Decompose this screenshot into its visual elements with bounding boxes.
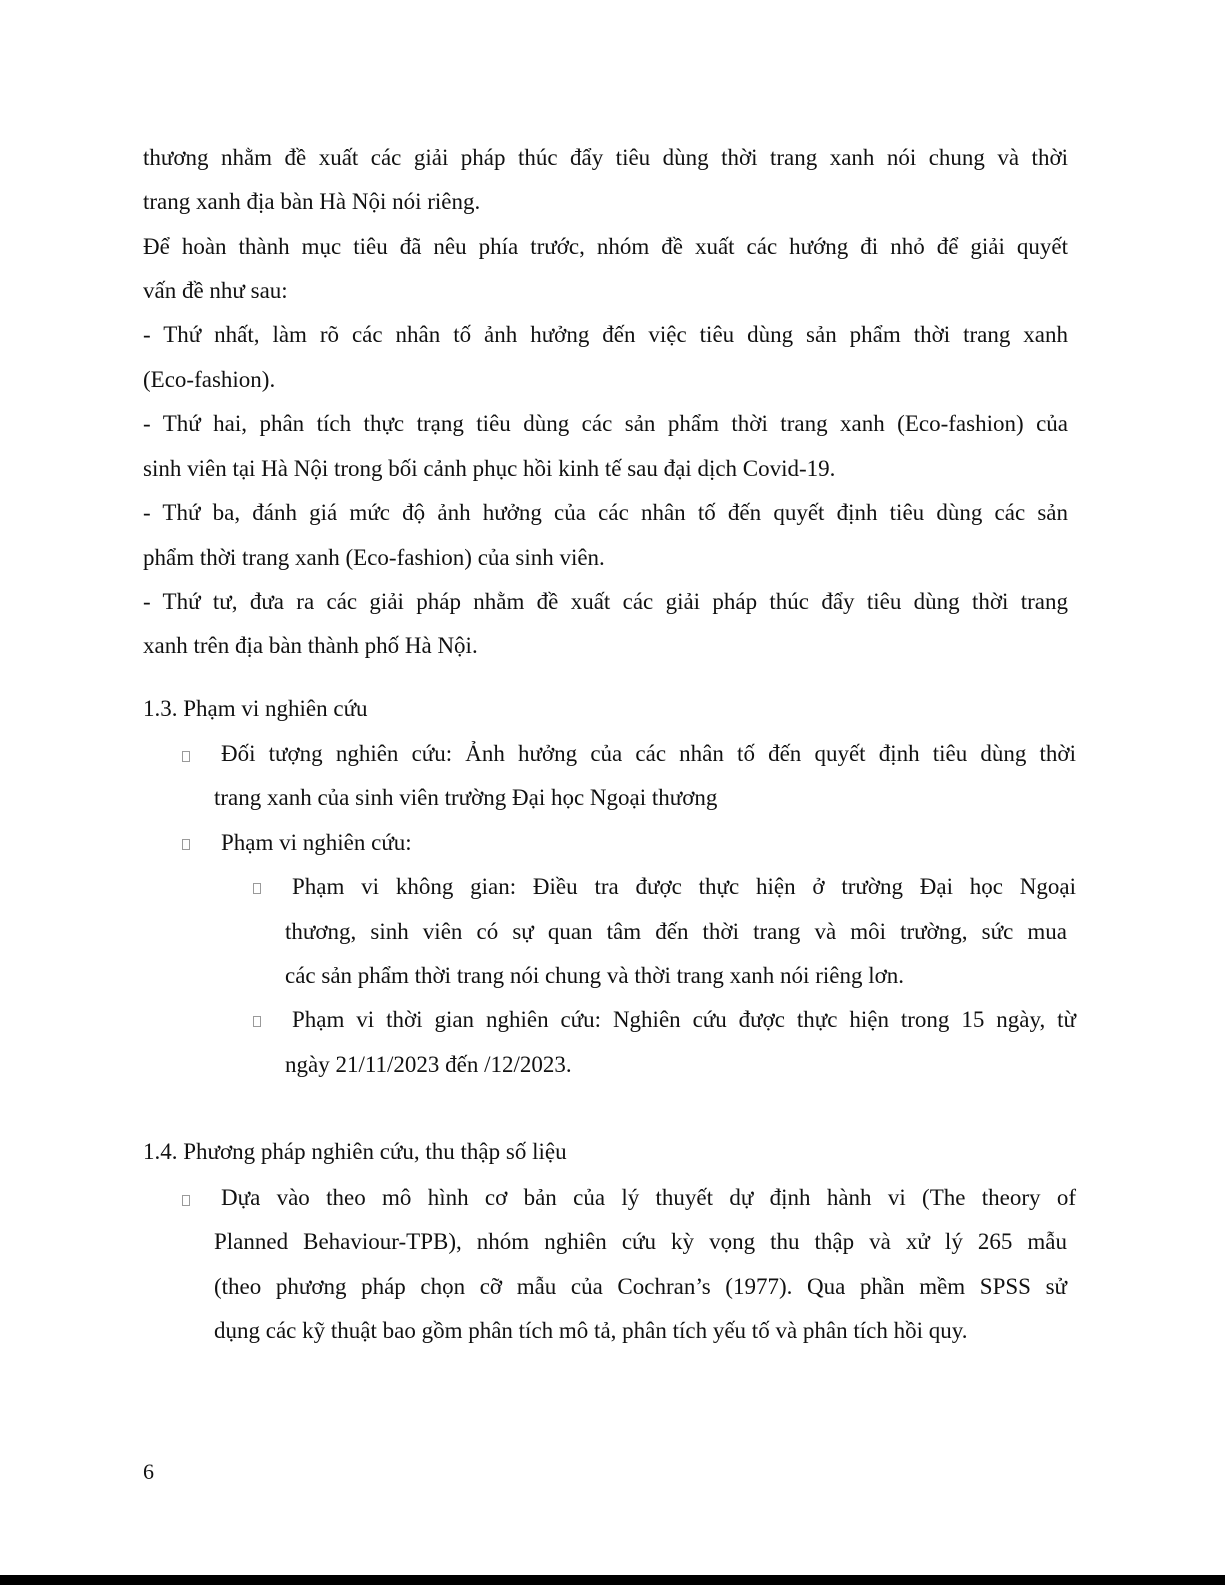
intro-line-1: thương nhằm đề xuất các giải pháp thúc đẩy tiêu dùng thời trang xanh nói chung và thời <box>143 145 1068 170</box>
method-line-1: Dựa vào theo mô hình cơ bản của lý thuyết dự định hành vi (The theory of <box>221 1185 1076 1210</box>
objective-2-line-2: sinh viên tại Hà Nội trong bối cảnh phục hồi kinh tế sau đại dịch Covid-19. <box>143 456 836 481</box>
section-heading-1-3: 1.3. Phạm vi nghiên cứu <box>143 696 368 721</box>
objective-1-line-1: - Thứ nhất, làm rõ các nhân tố ảnh hưởng đến việc tiêu dùng sản phẩm thời trang xanh <box>143 322 1068 347</box>
goal-line-2: vấn đề như sau: <box>143 278 288 303</box>
intro-line-2: trang xanh địa bàn Hà Nội nói riêng. <box>143 189 481 214</box>
subject-line-1: Đối tượng nghiên cứu: Ảnh hưởng của các nhân tố đến quyết định tiêu dùng thời <box>221 741 1076 766</box>
bullet-square-icon <box>182 1195 190 1206</box>
section-heading-1-4: 1.4. Phương pháp nghiên cứu, thu thập số liệu <box>143 1139 567 1164</box>
time-scope-line-1: Phạm vi thời gian nghiên cứu: Nghiên cứu được thực hiện trong 15 ngày, từ <box>292 1007 1076 1032</box>
objective-2-line-1: - Thứ hai, phân tích thực trạng tiêu dùng các sản phẩm thời trang xanh (Eco-fashion) của <box>143 411 1068 436</box>
time-scope-line-2: ngày 21/11/2023 đến /12/2023. <box>285 1052 572 1077</box>
goal-line-1: Để hoàn thành mục tiêu đã nêu phía trước, nhóm đề xuất các hướng đi nhỏ để giải quyết <box>143 234 1068 259</box>
space-scope-line-3: các sản phẩm thời trang nói chung và thời trang xanh nói riêng lơn. <box>285 963 905 988</box>
method-line-4: dụng các kỹ thuật bao gồm phân tích mô tả, phân tích yếu tố và phân tích hồi quy. <box>214 1318 968 1343</box>
objective-4-line-2: xanh trên địa bàn thành phố Hà Nội. <box>143 633 478 658</box>
bullet-square-icon <box>182 751 190 762</box>
objective-4-line-1: - Thứ tư, đưa ra các giải pháp nhằm đề xuất các giải pháp thúc đẩy tiêu dùng thời trang <box>143 589 1068 614</box>
method-line-2: Planned Behaviour-TPB), nhóm nghiên cứu kỳ vọng thu thập và xử lý 265 mẫu <box>214 1229 1067 1254</box>
page-number: 6 <box>143 1459 154 1484</box>
space-scope-line-2: thương, sinh viên có sự quan tâm đến thời trang và môi trường, sức mua <box>285 919 1067 944</box>
objective-3-line-1: - Thứ ba, đánh giá mức độ ảnh hưởng của các nhân tố đến quyết định tiêu dùng các sản <box>143 500 1068 525</box>
scope-label: Phạm vi nghiên cứu: <box>221 830 412 855</box>
bullet-square-icon <box>182 839 190 850</box>
space-scope-line-1: Phạm vi không gian: Điều tra được thực hiện ở trường Đại học Ngoại <box>292 874 1076 899</box>
page-bottom-border <box>0 1575 1225 1585</box>
bullet-square-icon <box>253 883 261 894</box>
bullet-square-icon <box>253 1016 261 1027</box>
subject-line-2: trang xanh của sinh viên trường Đại học Ngoại thương <box>214 785 718 810</box>
method-line-3: (theo phương pháp chọn cỡ mẫu của Cochran’s (1977). Qua phần mềm SPSS sử <box>214 1274 1067 1299</box>
objective-1-line-2: (Eco-fashion). <box>143 367 276 392</box>
objective-3-line-2: phẩm thời trang xanh (Eco-fashion) của sinh viên. <box>143 545 605 570</box>
